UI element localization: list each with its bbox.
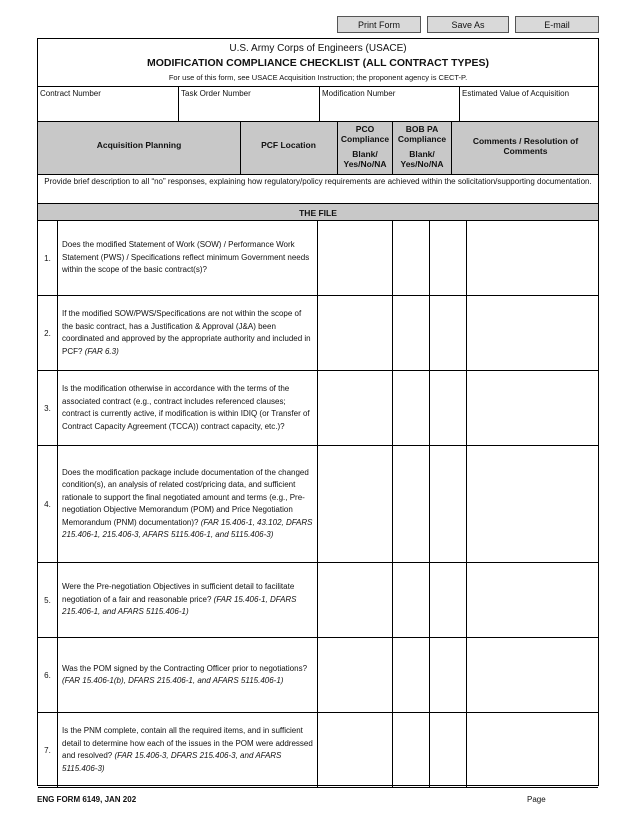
question-text: Does the modified Statement of Work (SOW) / Performance Work Statement (PWS) / Specifications reflect minimum Government needs within the scope of the basic contract(s)?: [62, 240, 310, 275]
pcf-location-cell[interactable]: [317, 221, 392, 295]
bob-pa-compliance-cell[interactable]: [429, 221, 466, 295]
question-text: Does the modification package include documentation of the changed condition(s), an analysis of related cost/pricing data, and sufficient rationale to support the final negotiated amount and terms (e.g., Pre-negotiation Objective Memorandum (POM) and Price Negotiation Memorandum (PNM) documentation)?: [62, 467, 309, 527]
pco-compliance-cell[interactable]: [392, 446, 429, 562]
save-as-button[interactable]: Save As: [427, 16, 509, 33]
form-identifier: ENG FORM 6149, JAN 202: [37, 795, 137, 804]
comments-cell[interactable]: [466, 563, 598, 637]
row-number: 1.: [38, 221, 58, 295]
pcf-location-cell[interactable]: [317, 713, 392, 787]
table-row: [38, 713, 598, 788]
toolbar: [0, 16, 637, 34]
table-row: [38, 446, 598, 563]
contract-number-label: Contract Number: [40, 89, 101, 98]
comments-cell[interactable]: [466, 371, 598, 445]
pcf-location-cell[interactable]: [317, 446, 392, 562]
bob-pa-compliance-header: BOB PA Compliance: [397, 124, 447, 144]
row-question: [59, 446, 317, 562]
comments-cell[interactable]: [466, 638, 598, 712]
section-title: THE FILE: [38, 203, 598, 221]
contract-number-field[interactable]: [38, 87, 178, 121]
estimated-value-field[interactable]: [459, 87, 598, 121]
row-question: [59, 296, 317, 370]
row-number: 2.: [38, 296, 58, 370]
contract-fields: [38, 86, 598, 121]
table-row: [38, 563, 598, 638]
bob-pa-compliance-cell[interactable]: [429, 563, 466, 637]
comments-cell[interactable]: [466, 221, 598, 295]
table-row: [38, 221, 598, 296]
comments-cell[interactable]: [466, 446, 598, 562]
row-question: [59, 221, 317, 295]
acquisition-planning-header: Acquisition Planning: [96, 140, 182, 150]
row-question: [59, 638, 317, 712]
pcf-location-cell[interactable]: [317, 563, 392, 637]
bob-pa-compliance-cell[interactable]: [429, 371, 466, 445]
question-reference: (FAR 15.406-1(b), DFARS 215.406-1, and AFARS 5115.406-1): [62, 676, 284, 685]
email-button[interactable]: E-mail: [515, 16, 599, 33]
table-row: [38, 638, 598, 713]
modification-number-label: Modification Number: [322, 89, 396, 98]
pcf-location-header: PCF Location: [261, 140, 316, 150]
pcf-location-cell[interactable]: [317, 371, 392, 445]
bob-pa-compliance-cell[interactable]: [429, 296, 466, 370]
row-number: 5.: [38, 563, 58, 637]
row-number: 3.: [38, 371, 58, 445]
question-text: Is the modification otherwise in accordance with the terms of the associated contract (e.g., contract includes referenced clauses; contract is currently active, if modification is within IDIQ (or Transfer of Contract Capacity Agreement (TCCA)) contract capacity, etc.)?: [62, 384, 310, 431]
question-text: Is the PNM complete, contain all the required items, and in sufficient detail to determine how each of the issues in the POM were addressed and resolved?: [62, 726, 313, 760]
pco-compliance-cell[interactable]: [392, 296, 429, 370]
organization-name: U.S. Army Corps of Engineers (USACE): [229, 43, 407, 54]
print-form-button[interactable]: Print Form: [337, 16, 421, 33]
row-number: 4.: [38, 446, 58, 562]
task-order-number-label: Task Order Number: [181, 89, 251, 98]
row-question: [59, 371, 317, 445]
question-reference: (FAR 6.3): [84, 346, 119, 356]
pcf-location-cell[interactable]: [317, 296, 392, 370]
comments-cell[interactable]: [466, 296, 598, 370]
question-reference: (FAR 15.406-1, DFARS 215.406-1, and AFARS 5115.406-1): [62, 594, 297, 617]
form-usage-note: For use of this form, see USACE Acquisition Instruction; the proponent agency is CECT-P.: [168, 73, 468, 82]
form-title: MODIFICATION COMPLIANCE CHECKLIST (ALL CONTRACT TYPES): [146, 57, 489, 69]
checklist-form: [37, 38, 599, 786]
bob-pa-compliance-cell[interactable]: [429, 713, 466, 787]
comments-header: Comments / Resolution of Comments: [472, 136, 579, 156]
pco-compliance-header: PCO Compliance: [340, 124, 390, 144]
pco-compliance-cell[interactable]: [392, 221, 429, 295]
bob-pa-blank-yes-no-na-header: Blank/ Yes/No/NA: [400, 149, 444, 169]
task-order-number-field[interactable]: [178, 87, 319, 121]
question-text: If the modified SOW/PWS/Specifications are not within the scope of the basic contract, has a Justification & Approval (J&A) been coordinated and approved by the appropriate authority and included in PCF?: [62, 309, 311, 356]
table-header: [38, 121, 598, 175]
table-row: [38, 296, 598, 371]
row-number: 7.: [38, 713, 58, 787]
bob-pa-compliance-cell[interactable]: [429, 638, 466, 712]
comments-cell[interactable]: [466, 713, 598, 787]
question-text: Were the Pre-negotiation Objectives in sufficient detail to facilitate negotiation of a fair and reasonable price?: [62, 582, 295, 604]
pco-blank-yes-no-na-header: Blank/ Yes/No/NA: [343, 149, 387, 169]
pco-compliance-cell[interactable]: [392, 371, 429, 445]
bob-pa-compliance-cell[interactable]: [429, 446, 466, 562]
table-row: [38, 371, 598, 446]
pco-compliance-cell[interactable]: [392, 638, 429, 712]
pco-compliance-cell[interactable]: [392, 713, 429, 787]
page-number: Page: [527, 795, 546, 804]
row-number: 6.: [38, 638, 58, 712]
row-question: [59, 713, 317, 787]
instruction-note: Provide brief description to all “no” responses, explaining how regulatory/policy requirements are achieved within the solicitation/supporting documentation.: [44, 177, 592, 186]
pco-compliance-cell[interactable]: [392, 563, 429, 637]
row-question: [59, 563, 317, 637]
question-reference: (FAR 15.406-3, DFARS 215.406-3, and AFARS 5115.406-3): [62, 751, 282, 773]
modification-number-field[interactable]: [319, 87, 459, 121]
question-reference: (FAR 15.406-1, 43.102, DFARS 215.406-1, 215.406-3, AFARS 5115.406-1, and 5115.406-3): [62, 517, 313, 539]
pcf-location-cell[interactable]: [317, 638, 392, 712]
estimated-value-label: Estimated Value of Acquisition: [462, 89, 570, 98]
question-text: Was the POM signed by the Contracting Officer prior to negotiations?: [62, 663, 308, 673]
